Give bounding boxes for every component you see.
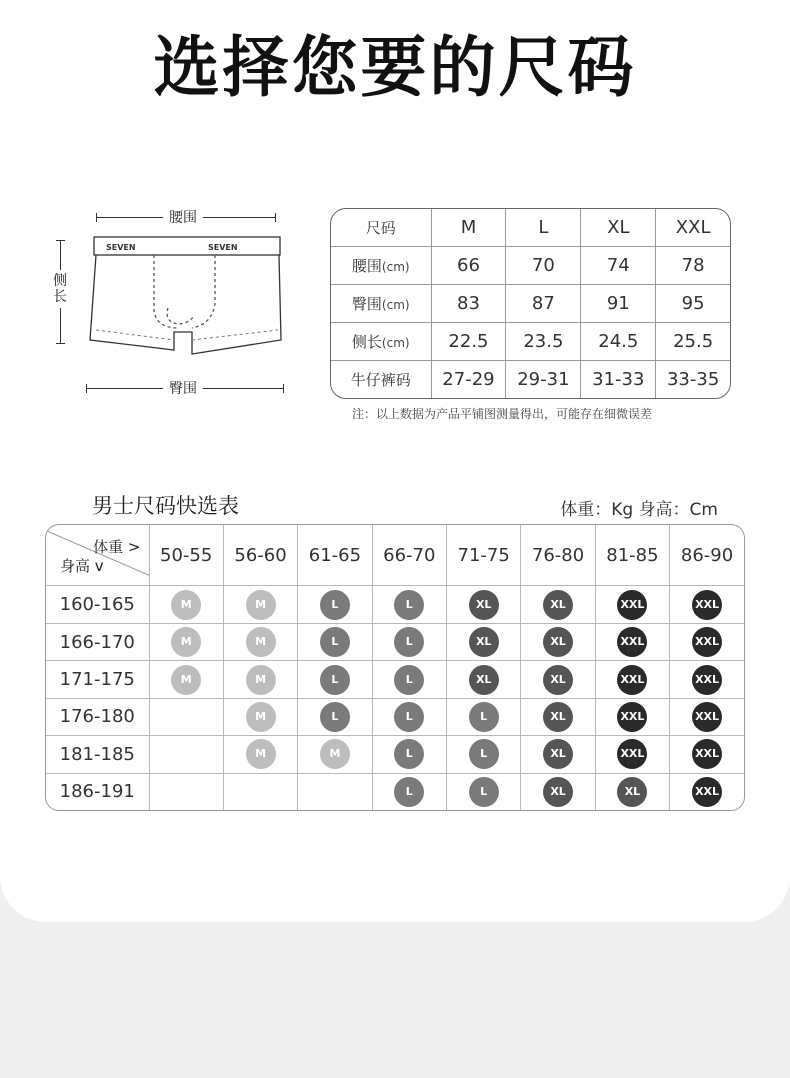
- size-cell: [521, 698, 595, 735]
- size-cell: [595, 586, 669, 623]
- size-badge: L: [394, 665, 424, 695]
- size-cell: [298, 586, 372, 623]
- row-label: 腰围(cm): [331, 246, 431, 284]
- size-cell: [447, 623, 521, 660]
- size-cell: [372, 623, 446, 660]
- size-cell: [149, 698, 223, 735]
- size-cell: [447, 661, 521, 698]
- size-badge: XL: [469, 590, 499, 620]
- table-cell: 74: [581, 246, 656, 284]
- size-cell: [149, 736, 223, 773]
- table-row: [331, 361, 730, 398]
- size-cell: [670, 623, 744, 660]
- quick-select-table: [45, 524, 745, 811]
- size-badge: XL: [469, 627, 499, 657]
- quick-select-title: 男士尺码快选表: [92, 494, 239, 518]
- table-row: [331, 246, 730, 284]
- size-cell: [670, 586, 744, 623]
- size-badge: L: [469, 777, 499, 807]
- size-badge: L: [394, 702, 424, 732]
- size-header-xxl: XXL: [656, 209, 730, 246]
- size-cell: [298, 698, 372, 735]
- size-header-m: M: [431, 209, 506, 246]
- size-cell: [149, 773, 223, 810]
- size-cell: [298, 623, 372, 660]
- size-header-l: L: [506, 209, 581, 246]
- size-badge: XXL: [617, 590, 647, 620]
- weight-axis-label: 体重 >: [93, 538, 141, 557]
- size-cell: [521, 623, 595, 660]
- table-cell: 70: [506, 246, 581, 284]
- size-badge: XL: [543, 627, 573, 657]
- size-badge: M: [171, 590, 201, 620]
- size-cell: [447, 698, 521, 735]
- size-badge: XXL: [617, 702, 647, 732]
- size-cell: [447, 773, 521, 810]
- size-cell: [521, 736, 595, 773]
- table-row: [46, 623, 744, 660]
- size-cell: [447, 736, 521, 773]
- table-row: [46, 736, 744, 773]
- table-row: [46, 661, 744, 698]
- size-header-cell: 尺码: [331, 209, 431, 246]
- table-cell: 25.5: [656, 323, 730, 361]
- side-label: 侧长: [49, 270, 71, 308]
- measurement-note: 注：以上数据为产品平铺图测量得出，可能存在细微误差: [352, 407, 653, 421]
- size-badge: XL: [543, 590, 573, 620]
- size-cell: [372, 661, 446, 698]
- size-badge: L: [394, 627, 424, 657]
- size-badge: M: [171, 627, 201, 657]
- size-cell: [595, 661, 669, 698]
- size-badge: XXL: [692, 777, 722, 807]
- size-badge: XXL: [692, 739, 722, 769]
- size-cell: [372, 586, 446, 623]
- table-cell: 33-35: [656, 361, 730, 398]
- weight-header-cell: 81-85: [595, 525, 669, 586]
- height-cell: 186-191: [46, 773, 149, 810]
- size-badge: L: [394, 777, 424, 807]
- hip-tick-left: [86, 384, 87, 393]
- table-cell: 29-31: [506, 361, 581, 398]
- table-cell: 87: [506, 284, 581, 322]
- size-header-xl: XL: [581, 209, 656, 246]
- size-cell: [223, 623, 297, 660]
- table-cell: 91: [581, 284, 656, 322]
- size-badge: L: [320, 665, 350, 695]
- size-cell: [670, 773, 744, 810]
- size-badge: M: [246, 702, 276, 732]
- size-cell: [447, 586, 521, 623]
- table-row: [331, 323, 730, 361]
- size-badge: XL: [617, 777, 647, 807]
- size-badge: XL: [543, 702, 573, 732]
- weight-header-cell: 86-90: [670, 525, 744, 586]
- size-cell: [595, 736, 669, 773]
- size-cell: [521, 586, 595, 623]
- size-cell: [223, 773, 297, 810]
- table-row: [46, 773, 744, 810]
- size-measurement-table: [330, 208, 731, 399]
- table-row: [46, 586, 744, 623]
- table-cell: 78: [656, 246, 730, 284]
- waist-tick-left: [96, 213, 97, 222]
- size-cell: [670, 661, 744, 698]
- height-cell: 171-175: [46, 661, 149, 698]
- size-cell: [670, 736, 744, 773]
- size-badge: XL: [543, 665, 573, 695]
- size-badge: L: [469, 739, 499, 769]
- size-cell: [372, 773, 446, 810]
- height-cell: 176-180: [46, 698, 149, 735]
- size-cell: [595, 623, 669, 660]
- table-cell: 27-29: [431, 361, 506, 398]
- size-badge: L: [320, 702, 350, 732]
- table-cell: 23.5: [506, 323, 581, 361]
- weight-header-cell: 56-60: [223, 525, 297, 586]
- size-cell: [298, 661, 372, 698]
- weight-header-cell: 71-75: [447, 525, 521, 586]
- weight-header-cell: 61-65: [298, 525, 372, 586]
- size-badge: L: [394, 590, 424, 620]
- size-cell: [149, 586, 223, 623]
- svg-text:SEVEN: SEVEN: [106, 243, 136, 252]
- size-cell: [149, 623, 223, 660]
- height-cell: 166-170: [46, 623, 149, 660]
- waist-label: 腰围: [163, 207, 203, 227]
- size-cell: [521, 773, 595, 810]
- size-cell: [223, 661, 297, 698]
- size-badge: L: [320, 590, 350, 620]
- table-cell: 66: [431, 246, 506, 284]
- size-badge: XL: [469, 665, 499, 695]
- row-label: 臀围(cm): [331, 284, 431, 322]
- height-cell: 181-185: [46, 736, 149, 773]
- size-badge: L: [469, 702, 499, 732]
- page-title: 选择您要的尺码: [153, 29, 637, 106]
- hip-tick-right: [283, 384, 284, 393]
- size-badge: XXL: [617, 739, 647, 769]
- svg-text:SEVEN: SEVEN: [208, 243, 238, 252]
- waist-tick-right: [275, 213, 276, 222]
- height-cell: 160-165: [46, 586, 149, 623]
- size-cell: [372, 736, 446, 773]
- size-badge: L: [320, 627, 350, 657]
- weight-header-cell: 50-55: [149, 525, 223, 586]
- size-badge: M: [171, 665, 201, 695]
- underwear-diagram: [46, 196, 296, 406]
- size-cell: [223, 698, 297, 735]
- size-cell: [595, 773, 669, 810]
- size-badge: XXL: [692, 627, 722, 657]
- size-badge: L: [394, 739, 424, 769]
- briefs-outline-icon: [46, 232, 296, 402]
- size-cell: [372, 698, 446, 735]
- size-badge: M: [246, 739, 276, 769]
- size-cell: [670, 698, 744, 735]
- row-label: 牛仔裤码: [331, 361, 431, 398]
- size-cell: [223, 736, 297, 773]
- size-badge: XXL: [692, 702, 722, 732]
- hip-label: 臀围: [163, 378, 203, 398]
- size-cell: [149, 661, 223, 698]
- size-badge: XXL: [692, 590, 722, 620]
- size-badge: XXL: [617, 627, 647, 657]
- size-cell: [298, 773, 372, 810]
- size-badge: M: [246, 590, 276, 620]
- table-cell: 22.5: [431, 323, 506, 361]
- size-badge: XL: [543, 739, 573, 769]
- table-row: [331, 284, 730, 322]
- weight-header-cell: 66-70: [372, 525, 446, 586]
- row-label: 侧长(cm): [331, 323, 431, 361]
- table-header-row: [46, 525, 744, 586]
- size-cell: [298, 736, 372, 773]
- size-badge: XXL: [617, 665, 647, 695]
- table-cell: 83: [431, 284, 506, 322]
- size-badge: XL: [543, 777, 573, 807]
- size-badge: M: [320, 739, 350, 769]
- table-cell: 95: [656, 284, 730, 322]
- size-cell: [223, 586, 297, 623]
- size-cell: [595, 698, 669, 735]
- size-cell: [521, 661, 595, 698]
- table-row: [46, 698, 744, 735]
- quick-select-units: 体重：Kg 身高：Cm: [560, 500, 718, 520]
- table-cell: 24.5: [581, 323, 656, 361]
- weight-header-cell: 76-80: [521, 525, 595, 586]
- corner-cell: [46, 525, 149, 586]
- size-badge: XXL: [692, 665, 722, 695]
- size-badge: M: [246, 665, 276, 695]
- size-badge: M: [246, 627, 276, 657]
- height-axis-label: 身高 v: [60, 557, 104, 576]
- table-cell: 31-33: [581, 361, 656, 398]
